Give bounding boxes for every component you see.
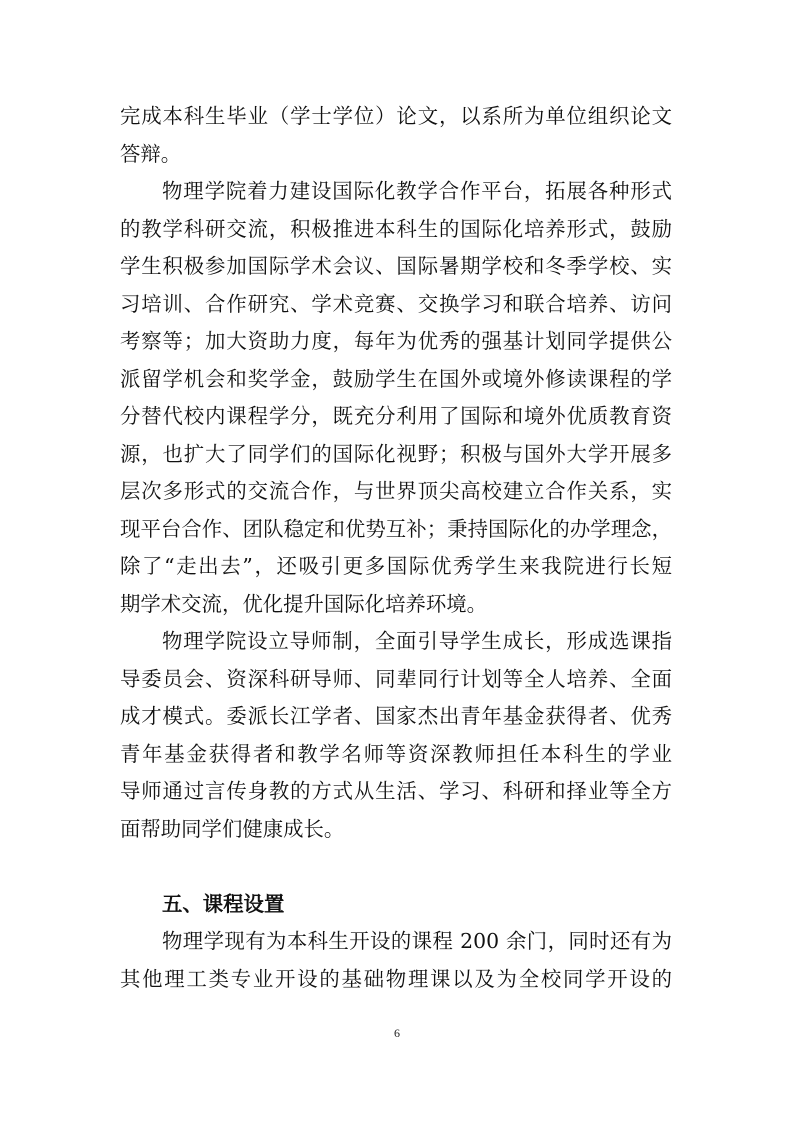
- text-line: 答辩。: [120, 141, 182, 166]
- page-number: 6: [394, 1026, 400, 1040]
- text-line: 面帮助同学们健康成长。: [120, 816, 345, 841]
- text-line: 其他理工类专业开设的基础物理课以及为全校同学开设的: [120, 966, 672, 991]
- text-line: 分替代校内课程学分，既充分利用了国际和境外优质教育资: [120, 404, 672, 428]
- text-line: 完成本科生毕业（学士学位）论文，以系所为单位组织论文: [120, 104, 672, 128]
- paragraph: [120, 98, 672, 173]
- text-line: 成才模式。委派长江学者、国家杰出青年基金获得者、优秀: [120, 704, 672, 728]
- paragraph: [120, 173, 672, 623]
- text-line: 学生积极参加国际学术会议、国际暑期学校和冬季学校、实: [120, 254, 672, 278]
- text-line: 物理学院设立导师制，全面引导学生成长，形成选课指: [162, 629, 672, 653]
- text-line: 导委员会、资深科研导师、同辈同行计划等全人培养、全面: [120, 666, 672, 691]
- text-line: 现平台合作、团队稳定和优势互补；秉持国际化的办学理念，: [120, 516, 672, 541]
- paragraph: [120, 923, 672, 998]
- blank-line: [120, 848, 672, 886]
- page-body: [120, 98, 672, 998]
- text-line: 导师通过言传身教的方式从生活、学习、科研和择业等全方: [120, 779, 672, 803]
- text-line: 习培训、合作研究、学术竞赛、交换学习和联合培养、访问: [120, 291, 672, 316]
- text-line: 期学术交流，优化提升国际化培养环境。: [120, 591, 488, 616]
- text-line: 考察等；加大资助力度，每年为优秀的强基计划同学提供公: [120, 329, 672, 353]
- text-line: 除了“走出去”，还吸引更多国际优秀学生来我院进行长短: [120, 554, 672, 578]
- text-line: 的教学科研交流，积极推进本科生的国际化培养形式，鼓励: [120, 216, 672, 241]
- text-line: 层次多形式的交流合作，与世界顶尖高校建立合作关系，实: [120, 479, 672, 503]
- section-heading: 五、课程设置: [162, 891, 285, 916]
- text-line: 青年基金获得者和教学名师等资深教师担任本科生的学业: [120, 741, 672, 766]
- text-line: 物理学现有为本科生开设的课程 200 余门，同时还有为: [162, 929, 672, 953]
- paragraph: [120, 623, 672, 848]
- text-line: 源，也扩大了同学们的国际化视野；积极与国外大学开展多: [120, 441, 672, 466]
- text-line: 派留学机会和奖学金，鼓励学生在国外或境外修读课程的学: [120, 366, 672, 391]
- text-line: 物理学院着力建设国际化教学合作平台，拓展各种形式: [162, 179, 672, 203]
